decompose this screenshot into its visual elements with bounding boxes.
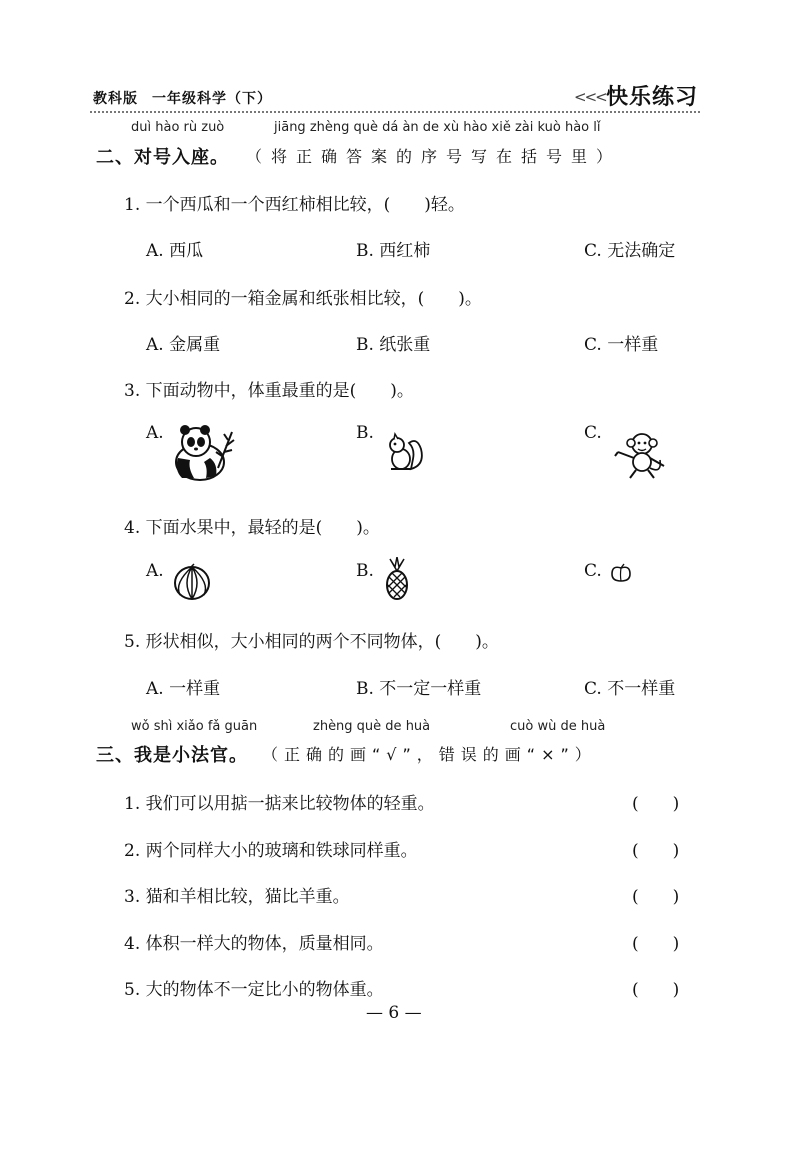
section2-instruction: （将正确答案的序号写在括号里） xyxy=(246,147,622,166)
squirrel-icon xyxy=(385,431,425,473)
chevron-left-icon: <<< xyxy=(574,88,606,106)
page-number: — 6 — xyxy=(366,1003,422,1023)
q4-option-a: A. xyxy=(146,561,164,581)
question-4: 4. 下面水果中，最轻的是( )。 xyxy=(124,518,380,538)
section3-instruction: （正确的画“√”，错误的画“×”） xyxy=(262,745,597,764)
q5-option-b: B. 不一定一样重 xyxy=(356,679,482,699)
q2-option-a: A. 金属重 xyxy=(146,335,221,355)
q3-option-c: C. xyxy=(584,423,602,443)
section3-title: 三、我是小法官。 xyxy=(96,745,248,766)
monkey-icon xyxy=(612,430,668,480)
section2-pinyin-2: jiāng zhèng què dá àn de xù hào xiě zài kuò hào lǐ xyxy=(274,120,601,135)
q2-option-b: B. 纸张重 xyxy=(356,335,431,355)
brand-title: 快乐练习 xyxy=(606,85,699,110)
section3-pinyin-1: wǒ shì xiǎo fǎ guān xyxy=(131,719,258,734)
question-1: 1. 一个西瓜和一个西红柿相比较，( )轻。 xyxy=(124,195,465,215)
watermelon-icon xyxy=(172,563,212,601)
q5-option-c: C. 不一样重 xyxy=(584,679,676,699)
question-2: 2. 大小相同的一箱金属和纸张相比较，( )。 xyxy=(124,289,482,309)
question-5: 5. 形状相似，大小相同的两个不同物体，( )。 xyxy=(124,632,499,652)
answer-blank-3[interactable]: ( ) xyxy=(632,887,680,907)
q4-option-c: C. xyxy=(584,561,602,581)
q4-option-b: B. xyxy=(356,561,374,581)
judge-item-2: 2. 两个同样大小的玻璃和铁球同样重。 xyxy=(124,841,418,861)
judge-item-5: 5. 大的物体不一定比小的物体重。 xyxy=(124,980,384,1000)
judge-item-4: 4. 体积一样大的物体，质量相同。 xyxy=(124,934,384,954)
section3-pinyin-2: zhèng què de huà xyxy=(313,719,431,734)
edition-label: 教科版 xyxy=(93,91,138,107)
judge-item-3: 3. 猫和羊相比较，猫比羊重。 xyxy=(124,887,350,907)
q1-option-b: B. 西红柿 xyxy=(356,241,431,261)
course-label: 一年级科学（下） xyxy=(152,91,272,107)
header-edition-course xyxy=(93,88,272,108)
answer-blank-5[interactable]: ( ) xyxy=(632,980,680,1000)
question-3: 3. 下面动物中，体重最重的是( )。 xyxy=(124,381,414,401)
panda-icon xyxy=(172,424,236,482)
pineapple-icon xyxy=(380,557,414,601)
answer-blank-4[interactable]: ( ) xyxy=(632,934,680,954)
q2-option-c: C. 一样重 xyxy=(584,335,659,355)
section3-pinyin-3: cuò wù de huà xyxy=(510,719,606,734)
q5-option-a: A. 一样重 xyxy=(146,679,221,699)
q3-option-b: B. xyxy=(356,423,374,443)
q1-option-c: C. 无法确定 xyxy=(584,241,676,261)
section2-pinyin-1: duì hào rù zuò xyxy=(131,120,225,135)
q1-option-a: A. 西瓜 xyxy=(146,241,204,261)
peach-icon xyxy=(610,563,632,583)
header-divider xyxy=(90,111,700,113)
judge-item-1: 1. 我们可以用掂一掂来比较物体的轻重。 xyxy=(124,794,435,814)
answer-blank-2[interactable]: ( ) xyxy=(632,841,680,861)
answer-blank-1[interactable]: ( ) xyxy=(632,794,680,814)
section2-title: 二、对号入座。 xyxy=(96,147,229,168)
q3-option-a: A. xyxy=(146,423,164,443)
